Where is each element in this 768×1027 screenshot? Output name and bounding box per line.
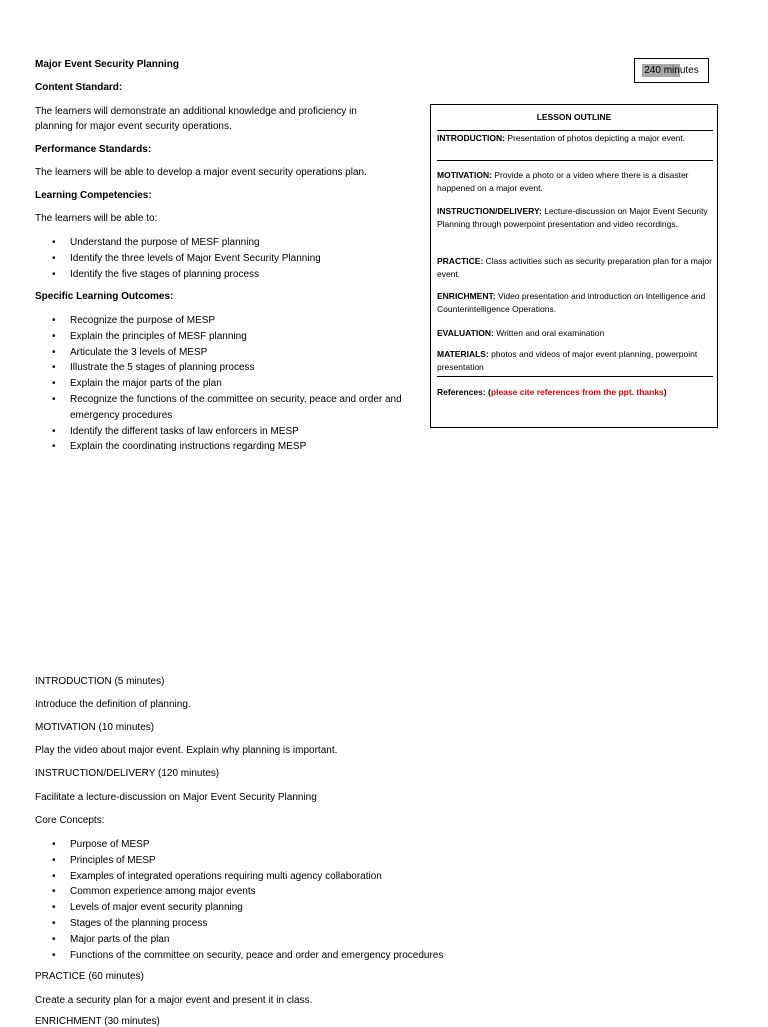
outline-text: Video presentation and introduction on Intelligence and Counterintelligence Operations.: [437, 291, 706, 314]
outline-label: INTRODUCTION:: [437, 133, 505, 143]
list-item: • Understand the purpose of MESF planning: [52, 235, 321, 251]
outline-label: PRACTICE:: [437, 256, 484, 266]
list-item: • Explain the principles of MESF planning: [52, 329, 430, 345]
list-item: • Identify the five stages of planning process: [52, 267, 321, 283]
outline-label: MOTIVATION:: [437, 170, 492, 180]
outline-evaluation: [437, 327, 713, 340]
list-item: • Stages of the planning process: [52, 916, 443, 932]
competencies-list: [52, 235, 321, 282]
practice-text: Create a security plan for a major event and present it in class.: [35, 995, 313, 1006]
duration-box: [634, 58, 709, 83]
motivation-heading: MOTIVATION (10 minutes): [35, 722, 155, 733]
outline-label: MATERIALS:: [437, 349, 489, 359]
content-standard-label: Content Standard:: [35, 82, 123, 93]
list-item: • Examples of integrated operations requiring multi agency collaboration: [52, 869, 443, 885]
learning-competencies-label: Learning Competencies:: [35, 190, 152, 201]
list-item: • Levels of major event security planning: [52, 900, 443, 916]
list-item: • Recognize the purpose of MESP: [52, 313, 430, 329]
outline-instruction: [437, 205, 713, 231]
list-item: • Explain the major parts of the plan: [52, 376, 430, 392]
outline-text: Written and oral examination: [496, 328, 605, 338]
outline-text: Presentation of photos depicting a major event.: [507, 133, 686, 143]
core-concepts-label: Core Concepts:: [35, 815, 105, 826]
outline-practice: [437, 255, 713, 281]
outline-text: Lecture-discussion on Major Event Security Planning through powerpoint presentation and video recordings.: [437, 206, 708, 229]
list-item: • Illustrate the 5 stages of planning process: [52, 360, 430, 376]
performance-standards-label: Performance Standards:: [35, 144, 152, 155]
outline-references: [437, 386, 713, 399]
list-item: • Functions of the committee on security, peace and order and emergency procedures: [52, 948, 443, 964]
outline-motivation: [437, 169, 713, 195]
divider: [437, 130, 713, 131]
introduction-heading: INTRODUCTION (5 minutes): [35, 676, 165, 687]
references-note: please cite references from the ppt. thanks: [490, 387, 664, 397]
divider: [437, 160, 713, 161]
outcomes-list: [52, 313, 430, 455]
list-item: • Identify the three levels of Major Event Security Planning: [52, 251, 321, 267]
core-concepts-list: [52, 837, 443, 963]
list-item: • Identify the different tasks of law enforcers in MESP: [52, 424, 430, 440]
introduction-text: Introduce the definition of planning.: [35, 699, 191, 710]
practice-heading: PRACTICE (60 minutes): [35, 971, 144, 982]
learning-competencies-intro: The learners will be able to:: [35, 213, 158, 224]
outline-text: Provide a photo or a video where there is a disaster happened on a major event.: [437, 170, 689, 193]
paren-close: ): [663, 387, 667, 397]
paren-open: (: [488, 387, 491, 397]
outline-label: ENRICHMENT:: [437, 291, 496, 301]
lesson-outline-title: LESSON OUTLINE: [536, 112, 612, 122]
content-standard-text-2: planning for major event security operations.: [35, 121, 232, 132]
outline-text: Class activities such as security preparation plan for a major event.: [437, 256, 712, 279]
list-item: • Explain the coordinating instructions regarding MESP: [52, 439, 430, 455]
performance-standards-text: The learners will be able to develop a major event security operations plan.: [35, 167, 367, 178]
instruction-text: Facilitate a lecture-discussion on Major Event Security Planning: [35, 792, 317, 803]
outline-materials: [437, 348, 713, 374]
divider: [437, 376, 713, 377]
outline-label: References:: [437, 387, 486, 397]
list-item: • Major parts of the plan: [52, 932, 443, 948]
page-title: Major Event Security Planning: [35, 59, 179, 70]
enrichment-heading: ENRICHMENT (30 minutes): [35, 1016, 160, 1027]
outline-enrichment: [437, 290, 713, 316]
outline-label: INSTRUCTION/DELIVERY:: [437, 206, 542, 216]
list-item: • Articulate the 3 levels of MESP: [52, 345, 430, 361]
instruction-heading: INSTRUCTION/DELIVERY (120 minutes): [35, 768, 220, 779]
outline-introduction: [437, 132, 713, 145]
motivation-text: Play the video about major event. Explain why planning is important.: [35, 745, 338, 756]
duration-highlight: 240 min: [644, 65, 680, 76]
duration-rest: utes: [679, 65, 699, 76]
list-item: • Principles of MESP: [52, 853, 443, 869]
outcomes-label: Specific Learning Outcomes:: [35, 291, 174, 302]
list-item: • Purpose of MESP: [52, 837, 443, 853]
list-item: • Recognize the functions of the committee on security, peace and order and emergency procedures: [52, 392, 430, 424]
outline-label: EVALUATION:: [437, 328, 494, 338]
content-standard-text-1: The learners will demonstrate an additional knowledge and proficiency in: [35, 106, 357, 117]
lesson-outline-box: [430, 104, 718, 428]
outline-text: photos and videos of major event planning, powerpoint presentation: [437, 349, 698, 372]
list-item: • Common experience among major events: [52, 884, 443, 900]
